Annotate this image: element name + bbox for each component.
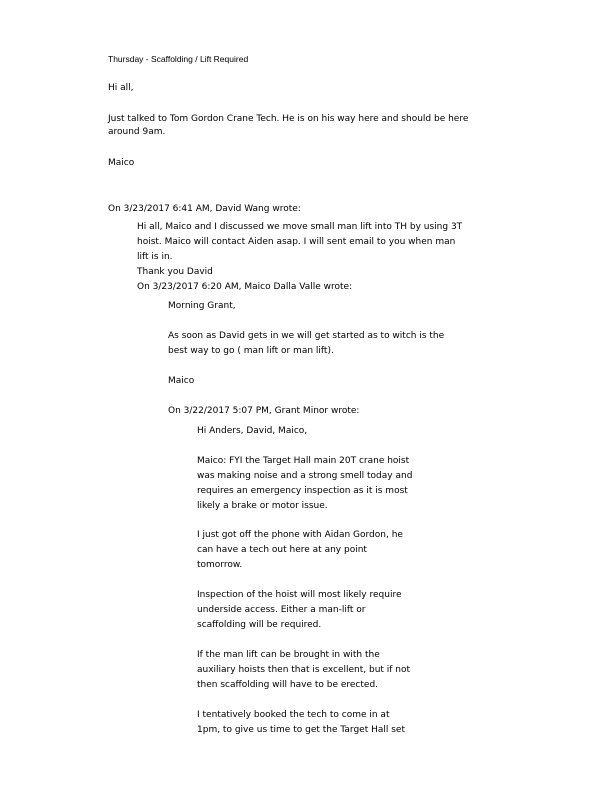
signature: Maico (108, 158, 135, 168)
reply-line: auxiliary hoists then that is excellent, but if not (197, 665, 411, 675)
reply-line: lift is in. (137, 252, 173, 262)
reply-line: requires an emergency inspection as it is most (197, 486, 408, 496)
reply-signature: Maico (168, 376, 195, 386)
reply-header: On 3/22/2017 5:07 PM, Grant Minor wrote: (168, 406, 360, 416)
message-line: Just talked to Tom Gordon Crane Tech. He is on his way here and should be here (108, 114, 469, 124)
reply-line: Thank you David (137, 267, 213, 277)
reply-greeting: Hi Anders, David, Maico, (197, 426, 308, 436)
reply-line: I tentatively booked the tech to come in at (197, 710, 390, 720)
message-line: around 9am. (108, 127, 166, 137)
reply-greeting: Morning Grant, (168, 301, 236, 311)
reply-header: On 3/23/2017 6:41 AM, David Wang wrote: (108, 204, 301, 214)
reply-line: can have a tech out here at any point (197, 545, 367, 555)
reply-line: Hi all, Maico and I discussed we move small man lift into TH by using 3T (137, 222, 463, 232)
reply-line: scaffolding will be required. (197, 620, 322, 630)
reply-line: hoist. Maico will contact Aiden asap. I will sent email to you when man (137, 237, 456, 247)
greeting: Hi all, (108, 83, 134, 93)
reply-line: underside access. Either a man-lift or (197, 605, 366, 615)
reply-line: I just got off the phone with Aidan Gordon, he (197, 530, 403, 540)
reply-line: Maico: FYI the Target Hall main 20T crane hoist (197, 456, 410, 466)
reply-line: likely a brake or motor issue. (197, 501, 328, 511)
reply-line: was making noise and a strong smell today and (197, 471, 413, 481)
reply-line: 1pm, to give us time to get the Target Hall set (197, 725, 405, 735)
reply-line: tomorrow. (197, 560, 243, 570)
reply-line: If the man lift can be brought in with the (197, 650, 380, 660)
reply-header: On 3/23/2017 6:20 AM, Maico Dalla Valle wrote: (137, 282, 353, 292)
reply-line: then scaffolding will have to be erected. (197, 680, 379, 690)
reply-line: As soon as David gets in we will get started as to witch is the (168, 331, 445, 341)
reply-line: best way to go ( man lift or man lift). (168, 346, 334, 356)
reply-line: Inspection of the hoist will most likely require (197, 590, 402, 600)
email-subject: Thursday - Scaffolding / Lift Required (108, 54, 249, 64)
